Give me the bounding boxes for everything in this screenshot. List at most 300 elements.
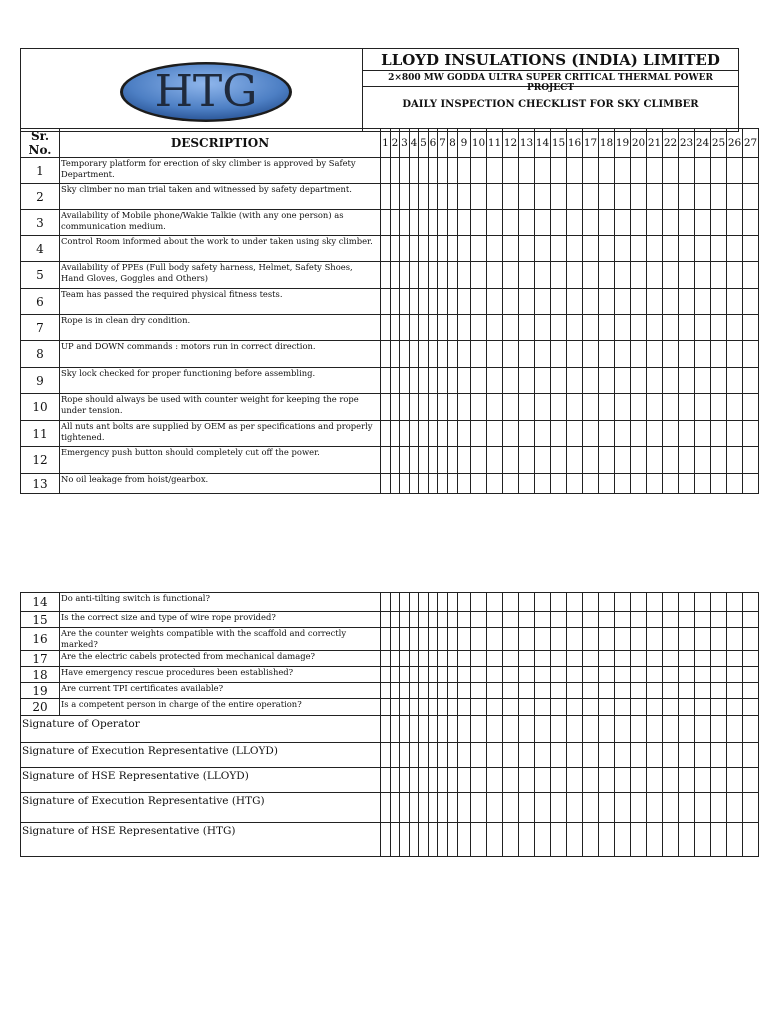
check-cell: [381, 262, 391, 289]
check-cell: [381, 315, 391, 341]
check-cell: [615, 262, 631, 289]
check-cell: [727, 683, 743, 699]
check-cell: [727, 315, 743, 341]
check-cell: [631, 593, 647, 612]
checklist-row: [21, 651, 759, 667]
row-description: Sky lock checked for proper functioning before assembling.: [60, 368, 381, 394]
check-cell: [711, 447, 727, 474]
check-cell: [695, 341, 711, 368]
check-cell: [679, 158, 695, 184]
check-cell: [711, 683, 727, 699]
check-cell: [429, 628, 438, 651]
checklist-row: [21, 236, 759, 262]
check-cell: [419, 289, 429, 315]
check-cell: [400, 612, 410, 628]
check-cell: [503, 341, 519, 368]
check-cell: [458, 184, 471, 210]
row-description: Rope is in clean dry condition.: [60, 315, 381, 341]
check-cell: [503, 823, 519, 857]
check-cell: [448, 667, 458, 683]
check-cell: [438, 210, 448, 236]
check-cell: [711, 315, 727, 341]
check-cell: [519, 667, 535, 683]
check-cell: [743, 262, 759, 289]
check-cell: [631, 651, 647, 667]
check-cell: [599, 651, 615, 667]
check-cell: [599, 210, 615, 236]
check-cell: [599, 421, 615, 447]
check-cell: [679, 683, 695, 699]
row-description: Are current TPI certificates available?: [60, 683, 381, 699]
check-cell: [615, 823, 631, 857]
check-cell: [381, 793, 391, 823]
check-cell: [487, 210, 503, 236]
check-cell: [679, 593, 695, 612]
check-cell: [583, 421, 599, 447]
check-cell: [695, 612, 711, 628]
check-cell: [535, 262, 551, 289]
row-description: Rope should always be used with counter weight for keeping the rope under tension.: [60, 394, 381, 421]
check-cell: [727, 474, 743, 494]
check-cell: [679, 628, 695, 651]
day-column-27: 27: [743, 129, 759, 158]
check-cell: [429, 474, 438, 494]
check-cell: [711, 823, 727, 857]
check-cell: [663, 593, 679, 612]
check-cell: [535, 793, 551, 823]
check-cell: [679, 236, 695, 262]
check-cell: [519, 394, 535, 421]
check-cell: [400, 699, 410, 716]
check-cell: [535, 699, 551, 716]
check-cell: [615, 210, 631, 236]
check-cell: [458, 474, 471, 494]
check-cell: [487, 793, 503, 823]
check-cell: [419, 421, 429, 447]
check-cell: [448, 683, 458, 699]
check-cell: [448, 474, 458, 494]
check-cell: [400, 474, 410, 494]
check-cell: [711, 628, 727, 651]
check-cell: [663, 289, 679, 315]
check-cell: [727, 628, 743, 651]
row-serial-number: 10: [21, 394, 60, 421]
signature-row: [21, 716, 759, 743]
check-cell: [400, 315, 410, 341]
check-cell: [419, 158, 429, 184]
check-cell: [448, 262, 458, 289]
check-cell: [615, 667, 631, 683]
check-cell: [448, 612, 458, 628]
check-cell: [419, 793, 429, 823]
row-description: UP and DOWN commands : motors run in correct direction.: [60, 341, 381, 368]
check-cell: [695, 184, 711, 210]
check-cell: [391, 628, 400, 651]
check-cell: [419, 651, 429, 667]
row-description: Team has passed the required physical fitness tests.: [60, 289, 381, 315]
checklist-row: [21, 593, 759, 612]
day-column-14: 14: [535, 129, 551, 158]
check-cell: [663, 651, 679, 667]
check-cell: [615, 651, 631, 667]
row-description: Have emergency rescue procedures been established?: [60, 667, 381, 683]
check-cell: [663, 421, 679, 447]
check-cell: [471, 447, 487, 474]
checklist-row: [21, 394, 759, 421]
check-cell: [615, 158, 631, 184]
row-serial-number: 7: [21, 315, 60, 341]
check-cell: [429, 394, 438, 421]
check-cell: [391, 315, 400, 341]
check-cell: [381, 184, 391, 210]
check-cell: [551, 421, 567, 447]
signature-label: Signature of Operator: [21, 716, 381, 743]
check-cell: [679, 421, 695, 447]
check-cell: [599, 683, 615, 699]
check-cell: [471, 716, 487, 743]
check-cell: [503, 474, 519, 494]
check-cell: [400, 394, 410, 421]
check-cell: [448, 184, 458, 210]
checklist-row: [21, 699, 759, 716]
check-cell: [419, 447, 429, 474]
checklist-table-part2: [20, 592, 759, 857]
check-cell: [438, 651, 448, 667]
check-cell: [381, 289, 391, 315]
check-cell: [663, 184, 679, 210]
htg-logo: [118, 60, 294, 124]
check-cell: [503, 768, 519, 793]
check-cell: [419, 768, 429, 793]
check-cell: [567, 768, 583, 793]
check-cell: [647, 341, 663, 368]
checklist-row: [21, 262, 759, 289]
signature-row: [21, 823, 759, 857]
row-serial-number: 15: [21, 612, 60, 628]
check-cell: [438, 628, 448, 651]
check-cell: [695, 158, 711, 184]
check-cell: [631, 768, 647, 793]
checklist-row: [21, 210, 759, 236]
check-cell: [438, 699, 448, 716]
check-cell: [391, 768, 400, 793]
check-cell: [419, 699, 429, 716]
check-cell: [615, 683, 631, 699]
check-cell: [419, 612, 429, 628]
check-cell: [743, 628, 759, 651]
check-cell: [503, 593, 519, 612]
check-cell: [487, 743, 503, 768]
check-cell: [535, 651, 551, 667]
check-cell: [679, 651, 695, 667]
check-cell: [631, 474, 647, 494]
check-cell: [448, 210, 458, 236]
check-cell: [567, 474, 583, 494]
row-description: Is the correct size and type of wire rope provided?: [60, 612, 381, 628]
check-cell: [458, 368, 471, 394]
check-cell: [583, 394, 599, 421]
check-cell: [695, 289, 711, 315]
day-column-12: 12: [503, 129, 519, 158]
check-cell: [503, 628, 519, 651]
check-cell: [631, 368, 647, 394]
check-cell: [743, 683, 759, 699]
check-cell: [663, 768, 679, 793]
check-cell: [471, 184, 487, 210]
check-cell: [448, 716, 458, 743]
check-cell: [615, 368, 631, 394]
check-cell: [743, 184, 759, 210]
check-cell: [695, 716, 711, 743]
check-cell: [711, 716, 727, 743]
check-cell: [471, 628, 487, 651]
day-column-6: 6: [429, 129, 438, 158]
check-cell: [519, 683, 535, 699]
check-cell: [615, 743, 631, 768]
check-cell: [471, 158, 487, 184]
row-serial-number: 11: [21, 421, 60, 447]
check-cell: [391, 612, 400, 628]
check-cell: [471, 683, 487, 699]
day-column-22: 22: [663, 129, 679, 158]
check-cell: [695, 823, 711, 857]
check-cell: [391, 743, 400, 768]
check-cell: [599, 612, 615, 628]
check-cell: [727, 184, 743, 210]
check-cell: [695, 210, 711, 236]
check-cell: [567, 158, 583, 184]
check-cell: [615, 699, 631, 716]
check-cell: [711, 368, 727, 394]
check-cell: [599, 716, 615, 743]
check-cell: [381, 743, 391, 768]
check-cell: [567, 683, 583, 699]
checklist-row: [21, 158, 759, 184]
check-cell: [535, 184, 551, 210]
check-cell: [727, 158, 743, 184]
check-cell: [487, 768, 503, 793]
checklist-row: [21, 667, 759, 683]
check-cell: [647, 368, 663, 394]
check-cell: [400, 236, 410, 262]
check-cell: [471, 341, 487, 368]
check-cell: [503, 394, 519, 421]
check-cell: [419, 184, 429, 210]
check-cell: [503, 447, 519, 474]
check-cell: [400, 447, 410, 474]
check-cell: [448, 447, 458, 474]
check-cell: [727, 768, 743, 793]
check-cell: [391, 474, 400, 494]
check-cell: [679, 210, 695, 236]
check-cell: [429, 612, 438, 628]
check-cell: [487, 612, 503, 628]
check-cell: [381, 341, 391, 368]
check-cell: [743, 743, 759, 768]
check-cell: [695, 651, 711, 667]
check-cell: [727, 447, 743, 474]
check-cell: [410, 184, 419, 210]
check-cell: [429, 289, 438, 315]
check-cell: [679, 612, 695, 628]
check-cell: [631, 447, 647, 474]
check-cell: [647, 716, 663, 743]
day-column-5: 5: [419, 129, 429, 158]
check-cell: [391, 184, 400, 210]
check-cell: [727, 368, 743, 394]
check-cell: [567, 262, 583, 289]
check-cell: [400, 823, 410, 857]
check-cell: [727, 341, 743, 368]
check-cell: [458, 628, 471, 651]
check-cell: [695, 683, 711, 699]
check-cell: [711, 262, 727, 289]
check-cell: [567, 210, 583, 236]
check-cell: [583, 210, 599, 236]
check-cell: [391, 716, 400, 743]
signature-label: Signature of HSE Representative (LLOYD): [21, 768, 381, 793]
check-cell: [458, 236, 471, 262]
check-cell: [727, 667, 743, 683]
check-cell: [410, 716, 419, 743]
check-cell: [567, 447, 583, 474]
check-cell: [647, 793, 663, 823]
check-cell: [438, 394, 448, 421]
check-cell: [679, 667, 695, 683]
check-cell: [487, 667, 503, 683]
check-cell: [381, 368, 391, 394]
check-cell: [695, 743, 711, 768]
check-cell: [743, 716, 759, 743]
check-cell: [419, 236, 429, 262]
check-cell: [487, 289, 503, 315]
check-cell: [631, 683, 647, 699]
check-cell: [711, 768, 727, 793]
check-cell: [448, 628, 458, 651]
check-cell: [419, 210, 429, 236]
check-cell: [663, 394, 679, 421]
check-cell: [429, 210, 438, 236]
check-cell: [615, 236, 631, 262]
check-cell: [519, 210, 535, 236]
day-column-7: 7: [438, 129, 448, 158]
check-cell: [647, 289, 663, 315]
check-cell: [583, 667, 599, 683]
check-cell: [583, 474, 599, 494]
check-cell: [711, 743, 727, 768]
check-cell: [519, 628, 535, 651]
check-cell: [551, 628, 567, 651]
check-cell: [438, 474, 448, 494]
check-cell: [410, 210, 419, 236]
row-serial-number: 5: [21, 262, 60, 289]
check-cell: [615, 315, 631, 341]
check-cell: [583, 184, 599, 210]
check-cell: [711, 394, 727, 421]
day-column-17: 17: [583, 129, 599, 158]
check-cell: [599, 368, 615, 394]
check-cell: [583, 447, 599, 474]
check-cell: [438, 236, 448, 262]
row-serial-number: 8: [21, 341, 60, 368]
row-serial-number: 13: [21, 474, 60, 494]
check-cell: [487, 158, 503, 184]
check-cell: [567, 289, 583, 315]
check-cell: [429, 158, 438, 184]
check-cell: [503, 716, 519, 743]
check-cell: [631, 341, 647, 368]
check-cell: [551, 593, 567, 612]
check-cell: [519, 421, 535, 447]
check-cell: [410, 667, 419, 683]
check-cell: [743, 368, 759, 394]
check-cell: [743, 768, 759, 793]
check-cell: [438, 612, 448, 628]
check-cell: [503, 210, 519, 236]
check-cell: [410, 289, 419, 315]
row-description: Availability of PPEs (Full body safety harness, Helmet, Safety Shoes, Hand Gloves, Goggles and Others): [60, 262, 381, 289]
row-serial-number: 6: [21, 289, 60, 315]
check-cell: [471, 667, 487, 683]
check-cell: [419, 823, 429, 857]
check-cell: [391, 158, 400, 184]
check-cell: [679, 341, 695, 368]
checklist-row: [21, 612, 759, 628]
check-cell: [551, 768, 567, 793]
row-serial-number: 20: [21, 699, 60, 716]
check-cell: [727, 743, 743, 768]
check-cell: [631, 716, 647, 743]
row-serial-number: 1: [21, 158, 60, 184]
row-serial-number: 3: [21, 210, 60, 236]
check-cell: [438, 315, 448, 341]
check-cell: [695, 368, 711, 394]
check-cell: [429, 341, 438, 368]
check-cell: [391, 683, 400, 699]
check-cell: [679, 394, 695, 421]
check-cell: [519, 474, 535, 494]
check-cell: [503, 236, 519, 262]
check-cell: [391, 289, 400, 315]
check-cell: [647, 743, 663, 768]
check-cell: [679, 823, 695, 857]
check-cell: [647, 768, 663, 793]
check-cell: [567, 716, 583, 743]
check-cell: [429, 716, 438, 743]
check-cell: [448, 289, 458, 315]
check-cell: [471, 315, 487, 341]
checklist-row: [21, 447, 759, 474]
check-cell: [695, 768, 711, 793]
check-cell: [503, 315, 519, 341]
check-cell: [391, 394, 400, 421]
check-cell: [583, 628, 599, 651]
check-cell: [458, 612, 471, 628]
check-cell: [519, 315, 535, 341]
check-cell: [679, 793, 695, 823]
check-cell: [583, 315, 599, 341]
day-column-15: 15: [551, 129, 567, 158]
check-cell: [695, 667, 711, 683]
check-cell: [567, 823, 583, 857]
check-cell: [429, 262, 438, 289]
day-column-20: 20: [631, 129, 647, 158]
check-cell: [448, 651, 458, 667]
check-cell: [615, 793, 631, 823]
check-cell: [663, 699, 679, 716]
check-cell: [503, 262, 519, 289]
check-cell: [487, 315, 503, 341]
